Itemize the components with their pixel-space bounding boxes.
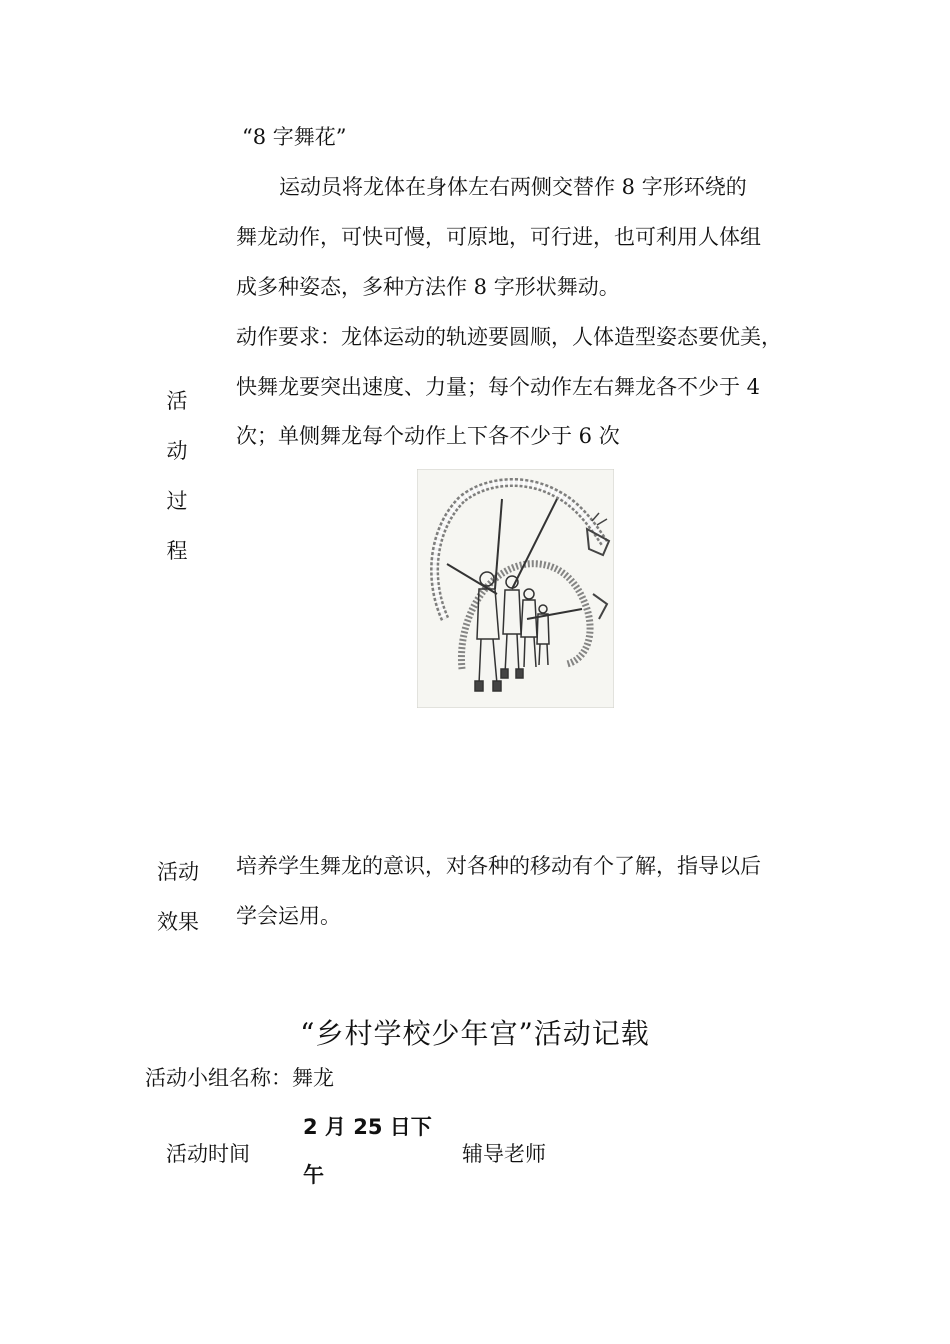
- effect-label: [152, 858, 204, 938]
- process-label: [162, 376, 192, 576]
- time-label: 活动时间: [166, 1142, 250, 1166]
- effect-text-line: 培养学生舞龙的意识，对各种的移动有个了解，指导以后: [236, 854, 761, 878]
- dragon-dance-illustration: [417, 469, 614, 708]
- time-value: [303, 1114, 432, 1188]
- process-label-char: 活: [166, 389, 188, 413]
- requirement-line: 次；单侧舞龙每个动作上下各不少于 6 次: [236, 424, 620, 448]
- process-paragraph-line: 成多种姿态，多种方法作 8 字形状舞动。: [236, 275, 620, 299]
- effect-label-line: 活动: [157, 860, 199, 884]
- process-label-char: 过: [166, 489, 188, 513]
- process-label-char: 动: [166, 439, 188, 463]
- requirement-line: 快舞龙要突出速度、力量；每个动作左右舞龙各不少于 4: [236, 375, 761, 399]
- requirement-line: 动作要求：龙体运动的轨迹要圆顺，人体造型姿态要优美，: [236, 325, 782, 349]
- process-paragraph-line: 运动员将龙体在身体左右两侧交替作 8 字形环绕的: [279, 175, 747, 199]
- record-title: “乡村学校少年宫”活动记载: [300, 1017, 650, 1050]
- teacher-label: 辅导老师: [462, 1142, 546, 1166]
- time-value-line: 2 月 25 日下: [303, 1115, 432, 1139]
- process-heading: “8 字舞花”: [242, 125, 347, 149]
- process-paragraph-line: 舞龙动作，可快可慢，可原地，可行进，也可利用人体组: [236, 225, 761, 249]
- process-label-char: 程: [166, 539, 188, 563]
- time-value-line: 午: [303, 1163, 324, 1187]
- effect-text-line: 学会运用。: [236, 904, 341, 928]
- group-name: 活动小组名称：舞龙: [145, 1066, 334, 1090]
- effect-label-line: 效果: [157, 910, 199, 934]
